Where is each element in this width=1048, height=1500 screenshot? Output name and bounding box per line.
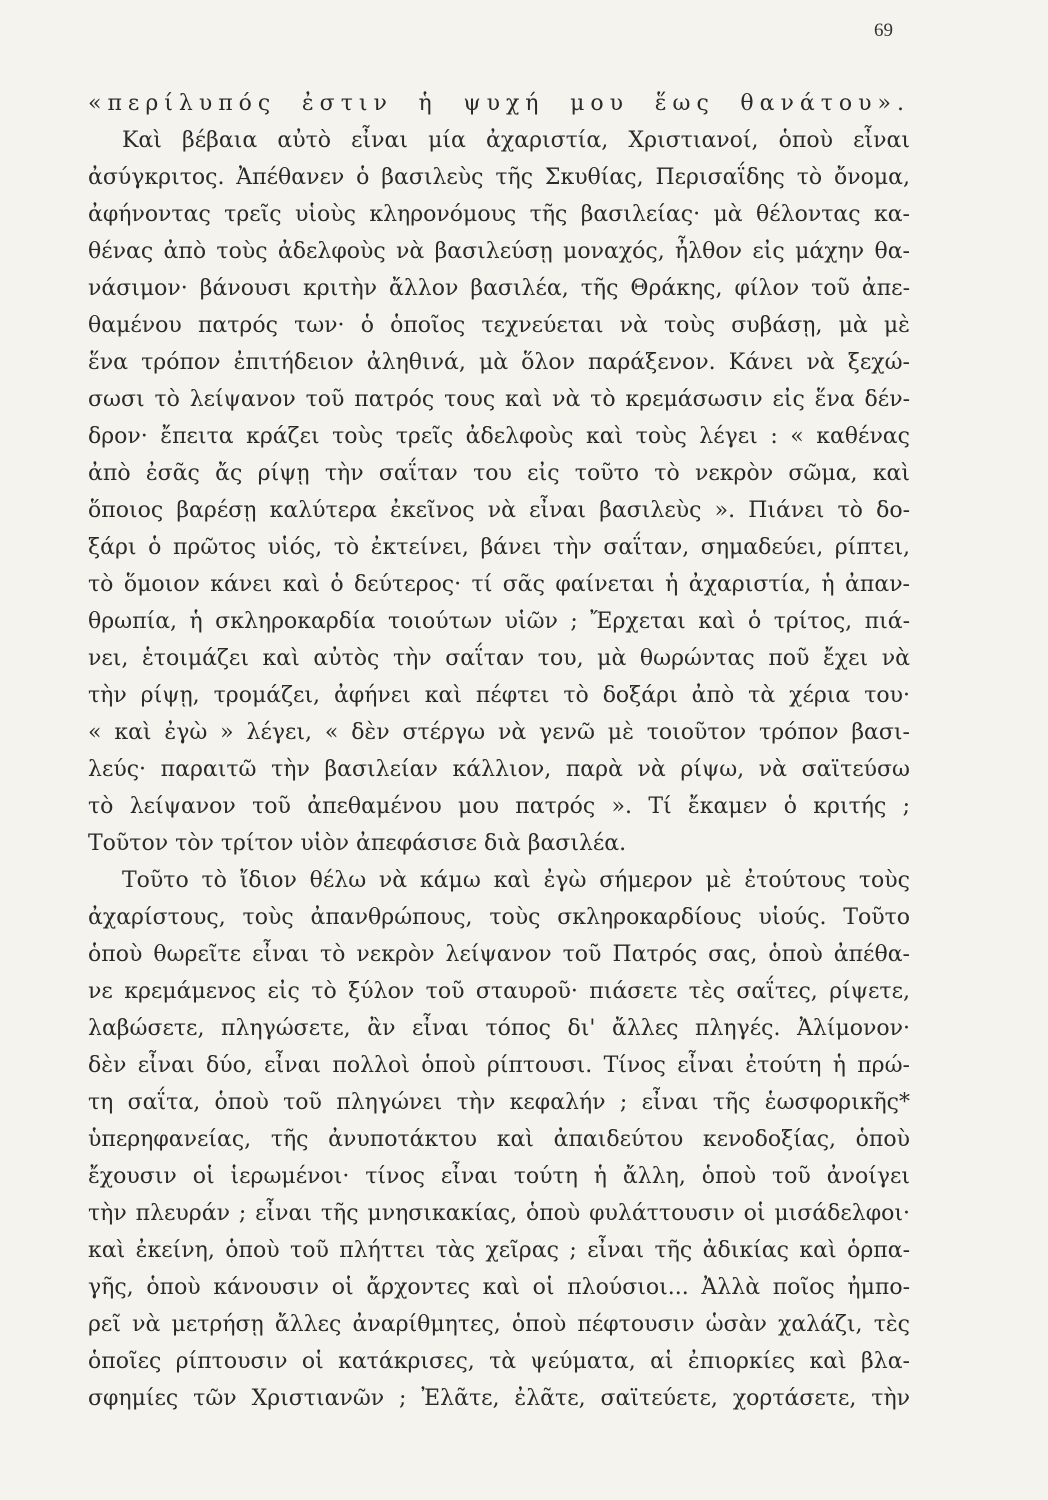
text-line: λαβώσετε, πληγώσετε, ἂν εἶναι τόπος δι' ἄλλες πληγές. Ἀλίμονον· (88, 1016, 910, 1041)
text-line: καὶ ἐκείνη, ὁποὺ τοῦ πλήττει τὰς χεῖρας ; εἶναι τῆς ἀδικίας καὶ ὁρπα- (88, 1238, 910, 1263)
text-line: ὅποιος βαρέσῃ καλύτερα ἐκεῖνος νὰ εἶναι βασιλεὺς ». Πιάνει τὸ δο- (88, 498, 910, 523)
text-line: γῆς, ὁποὺ κάνουσιν οἱ ἄρχοντες καὶ οἱ πλούσιοι... Ἀλλὰ ποῖος ἠμπο- (88, 1275, 910, 1300)
text-line: ξάρι ὁ πρῶτος υἱός, τὸ ἐκτείνει, βάνει τὴν σαΐταν, σημαδεύει, ρίπτει, (88, 535, 910, 560)
text-line: « καὶ ἐγὼ » λέγει, « δὲν στέργω νὰ γενῶ μὲ τοιοῦτον τρόπον βασι- (88, 720, 910, 745)
text-line: νει, ἑτοιμάζει καὶ αὐτὸς τὴν σαΐταν του, μὰ θωρώντας ποῦ ἔχει νὰ (88, 646, 910, 671)
text-line: θρωπία, ἡ σκληροκαρδία τοιούτων υἱῶν ; Ἔρχεται καὶ ὁ τρίτος, πιά- (88, 609, 910, 634)
body-text (88, 85, 910, 1417)
text-line: θαμένου πατρός των· ὁ ὁποῖος τεχνεύεται νὰ τοὺς συβάσῃ, μὰ μὲ (88, 313, 910, 338)
text-line: ἀφήνοντας τρεῖς υἱοὺς κληρονόμους τῆς βασιλείας· μὰ θέλοντας κα- (88, 202, 910, 227)
page-number: 69 (874, 20, 893, 41)
text-line: Καὶ βέβαια αὐτὸ εἶναι μία ἀχαριστία, Χριστιανοί, ὁποὺ εἶναι (122, 128, 910, 153)
text-line: σφημίες τῶν Χριστιανῶν ; Ἐλᾶτε, ἐλᾶτε, σαϊτεύετε, χορτάσετε, τὴν (88, 1386, 910, 1411)
text-line: ρεῖ νὰ μετρήσῃ ἄλλες ἀναρίθμητες, ὁποὺ πέφτουσιν ὡσὰν χαλάζι, τὲς (88, 1312, 910, 1337)
text-line: λεύς· παραιτῶ τὴν βασιλείαν κάλλιον, παρὰ νὰ ρίψω, νὰ σαϊτεύσω (88, 757, 910, 782)
text-line: δρον· ἔπειτα κράζει τοὺς τρεῖς ἀδελφοὺς καὶ τοὺς λέγει : « καθένας (88, 424, 910, 449)
text-line: τὴν πλευράν ; εἶναι τῆς μνησικακίας, ὁποὺ φυλάττουσιν οἱ μισάδελφοι· (88, 1201, 910, 1226)
text-line: τὸ λείψανον τοῦ ἀπεθαμένου μου πατρός ». Τί ἔκαμεν ὁ κριτής ; (88, 794, 910, 819)
text-line: ὁποὺ θωρεῖτε εἶναι τὸ νεκρὸν λείψανον τοῦ Πατρός σας, ὁποὺ ἀπέθα- (88, 942, 910, 967)
text-line: σωσι τὸ λείψανον τοῦ πατρός τους καὶ νὰ τὸ κρεμάσωσιν εἰς ἕνα δέν- (88, 387, 910, 412)
text-line: ὁποῖες ρίπτουσιν οἱ κατάκρισες, τὰ ψεύματα, αἱ ἐπιορκίες καὶ βλα- (88, 1349, 910, 1374)
text-line: δὲν εἶναι δύο, εἶναι πολλοὶ ὁποὺ ρίπτουσι. Τίνος εἶναι ἐτούτη ἡ πρώ- (88, 1053, 910, 1078)
text-line: ἀχαρίστους, τοὺς ἀπανθρώπους, τοὺς σκληροκαρδίους υἱούς. Τοῦτο (88, 905, 910, 930)
text-line: ἀπὸ ἐσᾶς ἄς ρίψῃ τὴν σαΐταν του εἰς τοῦτο τὸ νεκρὸν σῶμα, καὶ (88, 461, 910, 486)
text-line: Τοῦτον τὸν τρίτον υἱὸν ἀπεφάσισε διὰ βασιλέα. (88, 831, 627, 856)
text-line: ἔχουσιν οἱ ἱερωμένοι· τίνος εἶναι τούτη ἡ ἄλλη, ὁποὺ τοῦ ἀνοίγει (88, 1164, 910, 1189)
text-line: «περίλυπός ἐστιν ἡ ψυχή μου ἕως θανάτου». (88, 91, 910, 116)
text-line: ἕνα τρόπον ἐπιτήδειον ἀληθινά, μὰ ὅλον παράξενον. Κάνει νὰ ξεχώ- (88, 350, 910, 375)
text-line: ὑπερηφανείας, τῆς ἀνυποτάκτου καὶ ἀπαιδεύτου κενοδοξίας, ὁποὺ (88, 1127, 910, 1152)
text-line: τὴν ρίψῃ, τρομάζει, ἀφήνει καὶ πέφτει τὸ δοξάρι ἀπὸ τὰ χέρια του· (88, 683, 910, 708)
text-line: νε κρεμάμενος εἰς τὸ ξύλον τοῦ σταυροῦ· πιάσετε τὲς σαΐτες, ρίψετε, (88, 979, 910, 1004)
text-line: Τοῦτο τὸ ἴδιον θέλω νὰ κάμω καὶ ἐγὼ σήμερον μὲ ἐτούτους τοὺς (122, 868, 910, 893)
text-line: θένας ἀπὸ τοὺς ἀδελφοὺς νὰ βασιλεύσῃ μοναχός, ἦλθον εἰς μάχην θα- (88, 239, 910, 264)
text-line: ἀσύγκριτος. Ἀπέθανεν ὁ βασιλεὺς τῆς Σκυθίας, Περισαΐδης τὸ ὄνομα, (88, 165, 910, 190)
text-line: νάσιμον· βάνουσι κριτὴν ἄλλον βασιλέα, τῆς Θράκης, φίλον τοῦ ἀπε- (88, 276, 910, 301)
text-line: τη σαΐτα, ὁποὺ τοῦ πληγώνει τὴν κεφαλήν ; εἶναι τῆς ἑωσφορικῆς* (88, 1090, 910, 1115)
text-line: τὸ ὅμοιον κάνει καὶ ὁ δεύτερος· τί σᾶς φαίνεται ἡ ἀχαριστία, ἡ ἀπαν- (88, 572, 910, 597)
